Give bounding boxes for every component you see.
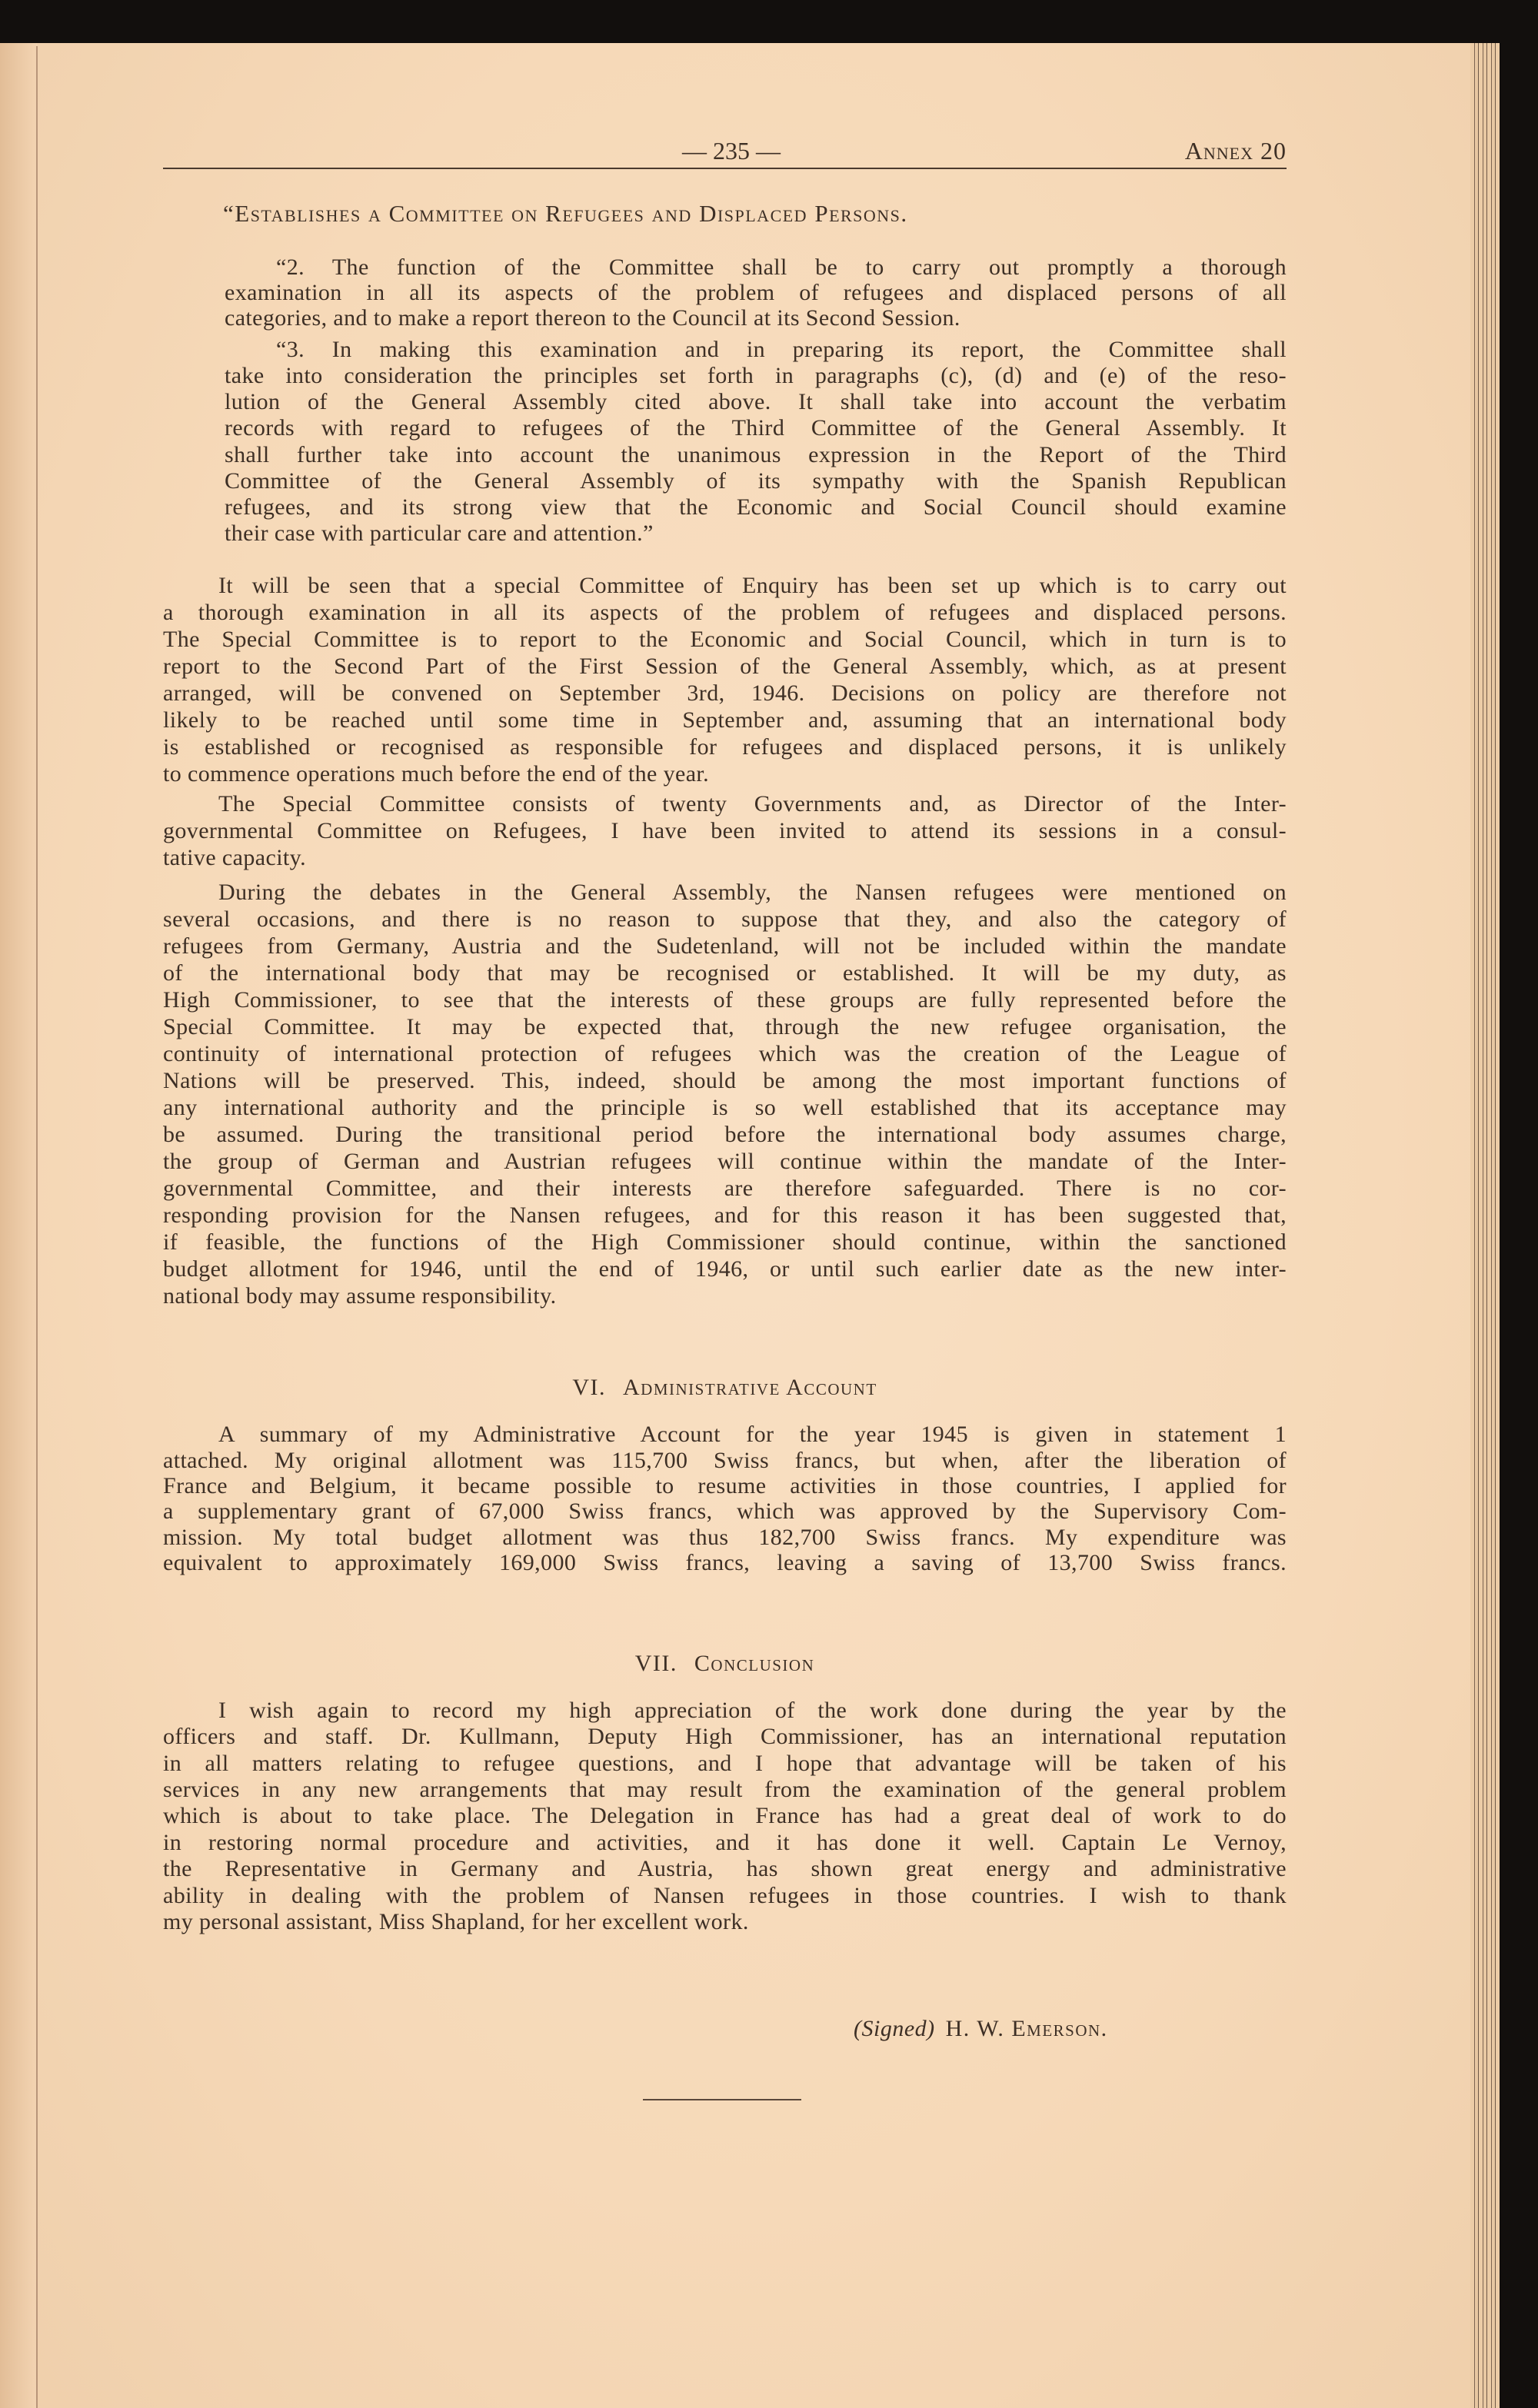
text-line: Nations will be preserved. This, indeed, should be among the most important functions of (163, 1067, 1287, 1093)
text-line: likely to be reached until some time in September and, assuming that an international body (163, 707, 1287, 733)
text-line: shall further take into account the unanimous expression in the Report of the Third (225, 441, 1287, 467)
text-line: records with regard to refugees of the Third Committee of the General Assembly. It (225, 415, 1287, 441)
text-line: equivalent to approximately 169,000 Swiss francs, leaving a saving of 13,700 Swiss francs. (163, 1550, 1287, 1576)
text-line: of the international body that may be recognised or established. It will be my duty, as (163, 960, 1287, 986)
header-rule (163, 168, 1287, 169)
page-stack-edges (1470, 43, 1500, 2408)
paragraph-p8 (163, 1698, 1287, 1936)
text-line: tative capacity. (163, 844, 307, 870)
text-line: the group of German and Austrian refugees will continue within the mandate of the Inter- (163, 1148, 1287, 1174)
running-header-annex: Annex 20 (1184, 137, 1287, 165)
signature (854, 2016, 1108, 2042)
resolution-heading: “Establishes a Committee on Refugees and Displaced Persons. (223, 200, 908, 227)
text-line: services in any new arrangements that may result from the examination of the general problem (163, 1776, 1287, 1802)
section-number: VII. (634, 1651, 677, 1676)
text-line: be assumed. During the transitional period before the international body assumes charge, (163, 1121, 1287, 1147)
paragraph-p3 (225, 337, 1287, 547)
text-line: I wish again to record my high appreciation of the work done during the year by the (218, 1697, 1287, 1723)
section-title: Conclusion (694, 1651, 815, 1676)
signatory-name: H. W. Emerson. (945, 2016, 1108, 2041)
text-line: During the debates in the General Assembly, the Nansen refugees were mentioned on (218, 879, 1287, 905)
text-line: continuity of international protection of refugees which was the creation of the League of (163, 1040, 1287, 1066)
text-line: “3. In making this examination and in preparing its report, the Committee shall (276, 336, 1287, 362)
text-line: lution of the General Assembly cited above. It shall take into account the verbatim (225, 389, 1287, 415)
text-line: A summary of my Administrative Account for the year 1945 is given in statement 1 (218, 1422, 1287, 1448)
text-line: France and Belgium, it became possible to resume activities in those countries, I applied for (163, 1473, 1287, 1499)
text-line: several occasions, and there is no reason to suppose that they, and also the category of (163, 906, 1287, 932)
text-line: in all matters relating to refugee questions, and I hope that advantage will be taken of his (163, 1750, 1287, 1776)
paragraph-p5 (163, 790, 1287, 871)
text-line: a thorough examination in all its aspects of the problem of refugees and displaced persons. (163, 599, 1287, 625)
text-line: “2. The function of the Committee shall be to carry out promptly a thorough (276, 254, 1287, 280)
section-heading-vi (0, 1375, 1450, 1401)
text-line: my personal assistant, Miss Shapland, for her excellent work. (163, 1908, 749, 1934)
text-line: report to the Second Part of the First Session of the General Assembly, which, as at present (163, 653, 1287, 679)
text-line: to commence operations much before the end of the year. (163, 760, 710, 787)
section-heading-vii (0, 1651, 1450, 1677)
text-line: governmental Committee on Refugees, I have been invited to attend its sessions in a consul- (163, 817, 1287, 843)
signed-label: (Signed) (854, 2016, 935, 2041)
text-line: governmental Committee, and their interests are therefore safeguarded. There is no cor- (163, 1175, 1287, 1201)
text-line: responding provision for the Nansen refugees, and for this reason it has been suggested that, (163, 1202, 1287, 1228)
text-line: refugees, and its strong view that the Economic and Social Council should examine (225, 494, 1287, 521)
text-line: mission. My total budget allotment was thus 182,700 Swiss francs. My expenditure was (163, 1524, 1287, 1550)
text-line: High Commissioner, to see that the interests of these groups are fully represented before the (163, 986, 1287, 1013)
end-rule (643, 2099, 801, 2100)
text-line: examination in all its aspects of the problem of refugees and displaced persons of all (225, 279, 1287, 305)
text-line: budget allotment for 1946, until the end of 1946, or until such earlier date as the new inter- (163, 1256, 1287, 1282)
paragraph-p2 (225, 254, 1287, 331)
text-line: which is about to take place. The Delegation in France has had a great deal of work to do (163, 1803, 1287, 1829)
paragraph-p4 (163, 572, 1287, 787)
text-line: Special Committee. It may be expected that, through the new refugee organisation, the (163, 1013, 1287, 1039)
text-line: in restoring normal procedure and activities, and it has done it well. Captain Le Vernoy, (163, 1829, 1287, 1855)
text-line: officers and staff. Dr. Kullmann, Deputy High Commissioner, has an international reputation (163, 1724, 1287, 1750)
text-line: Committee of the General Assembly of its sympathy with the Spanish Republican (225, 467, 1287, 494)
text-line: The Special Committee consists of twenty Governments and, as Director of the Inter- (218, 790, 1287, 817)
text-line: the Representative in Germany and Austria, has shown great energy and administrative (163, 1856, 1287, 1882)
paragraph-p7 (163, 1422, 1287, 1575)
text-line: ability in dealing with the problem of Nansen refugees in those countries. I wish to thank (163, 1882, 1287, 1908)
text-line: if feasible, the functions of the High Commissioner should continue, within the sanctioned (163, 1229, 1287, 1255)
text-line: national body may assume responsibility. (163, 1282, 557, 1309)
paragraph-p6 (163, 879, 1287, 1309)
section-title: Administrative Account (622, 1375, 877, 1400)
text-line: attached. My original allotment was 115,700 Swiss francs, but when, after the liberation of (163, 1447, 1287, 1473)
gutter-fold-line (36, 46, 38, 2408)
text-line: their case with particular care and attention.” (225, 521, 654, 547)
text-line: categories, and to make a report thereon to the Council at its Second Session. (225, 304, 960, 331)
text-line: refugees from Germany, Austria and the Sudetenland, will not be included within the mandate (163, 933, 1287, 959)
section-number: VI. (572, 1375, 606, 1400)
text-line: It will be seen that a special Committee of Enquiry has been set up which is to carry out (218, 572, 1287, 598)
text-line: any international authority and the principle is so well established that its acceptance may (163, 1094, 1287, 1120)
page-gutter (0, 43, 37, 2408)
text-line: arranged, will be convened on September 3rd, 1946. Decisions on policy are therefore not (163, 680, 1287, 706)
text-line: take into consideration the principles set forth in paragraphs (c), (d) and (e) of the reso- (225, 363, 1287, 389)
text-line: The Special Committee is to report to the Economic and Social Council, which in turn is to (163, 626, 1287, 652)
text-line: a supplementary grant of 67,000 Swiss francs, which was approved by the Supervisory Com- (163, 1498, 1287, 1525)
text-line: is established or recognised as responsible for refugees and displaced persons, it is unlikely (163, 733, 1287, 760)
page-number: — 235 — (682, 137, 781, 165)
